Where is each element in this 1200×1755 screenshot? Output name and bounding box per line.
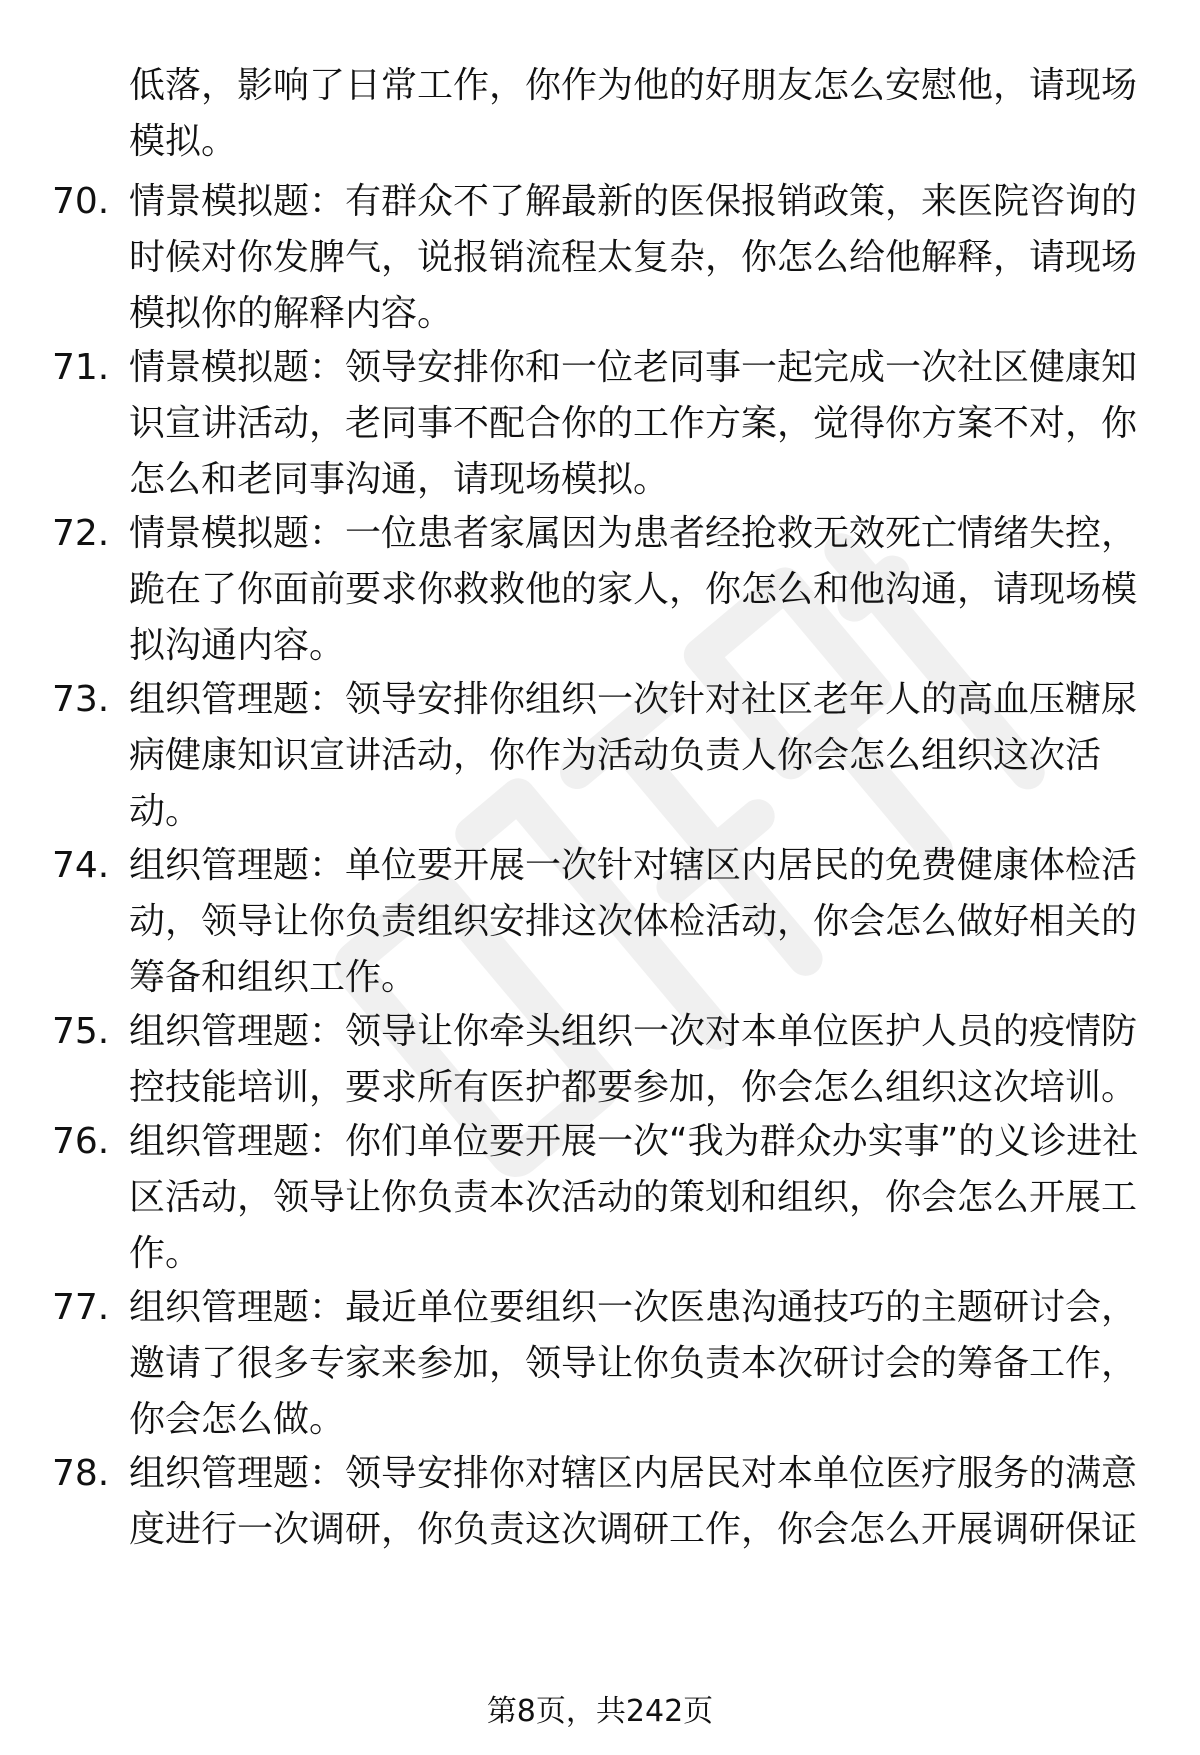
item-number: 75.	[52, 1011, 110, 1052]
item-number: 76.	[52, 1121, 110, 1162]
item-number: 73.	[52, 679, 110, 720]
item-number: 70.	[52, 181, 110, 222]
item-text: 组织管理题：最近单位要组织一次医患沟通技巧的主题研讨会，邀请了很多专家来参加，领导让你负责本次研讨会的筹备工作，你会怎么做。	[129, 1287, 1138, 1440]
item-text: 情景模拟题：有群众不了解最新的医保报销政策，来医院咨询的时候对你发脾气，说报销流程太复杂，你怎么给他解释，请现场模拟你的解释内容。	[129, 181, 1138, 334]
item-number: 78.	[52, 1453, 110, 1494]
item-text: 组织管理题：领导安排你对辖区内居民对本单位医疗服务的满意度进行一次调研，你负责这次调研工作，你会怎么开展调研保证	[129, 1453, 1138, 1550]
item-text: 组织管理题：领导安排你组织一次针对社区老年人的高血压糖尿病健康知识宣讲活动，你作为活动负责人你会怎么组织这次活动。	[129, 679, 1138, 832]
item-text: 情景模拟题：领导安排你和一位老同事一起完成一次社区健康知识宣讲活动，老同事不配合你的工作方案，觉得你方案不对，你怎么和老同事沟通，请现场模拟。	[129, 347, 1138, 500]
item-number: 74.	[52, 845, 110, 886]
item-text: 组织管理题：单位要开展一次针对辖区内居民的免费健康体检活动，领导让你负责组织安排这次体检活动，你会怎么做好相关的筹备和组织工作。	[129, 845, 1138, 998]
continuation-paragraph: 低落，影响了日常工作，你作为他的好朋友怎么安慰他，请现场模拟。	[129, 65, 1138, 162]
item-text: 组织管理题：领导让你牵头组织一次对本单位医护人员的疫情防控技能培训，要求所有医护都要参加，你会怎么组织这次培训。	[129, 1011, 1138, 1108]
item-number: 71.	[52, 347, 110, 388]
page-footer: 第8页，共242页	[486, 1694, 714, 1729]
item-text: 情景模拟题：一位患者家属因为患者经抢救无效死亡情绪失控，跪在了你面前要求你救救他的家人，你怎么和他沟通，请现场模拟沟通内容。	[129, 513, 1138, 666]
item-number: 77.	[52, 1287, 110, 1328]
item-text: 组织管理题：你们单位要开展一次“我为群众办实事”的义诊进社区活动，领导让你负责本次活动的策划和组织，你会怎么开展工作。	[129, 1121, 1139, 1274]
item-number: 72.	[52, 513, 110, 554]
